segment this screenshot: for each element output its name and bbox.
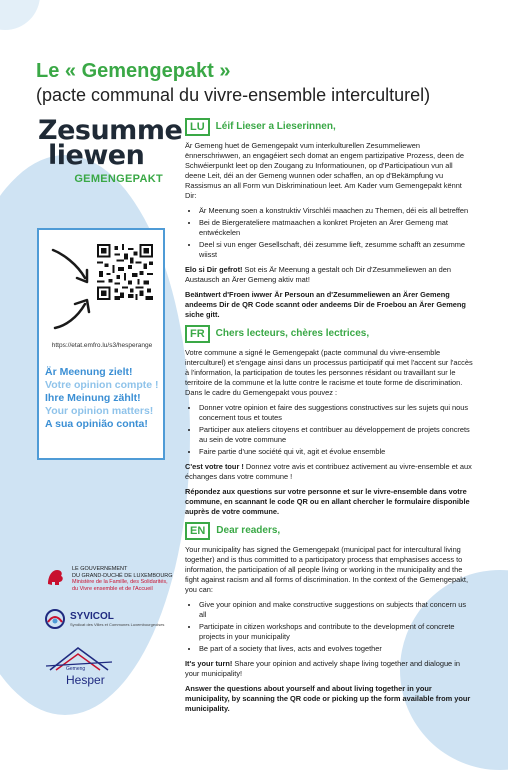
closing-instruction: Answer the questions about yourself and about living together in your municipality, by scanning the QR code or picking up the form available from your municipality.: [185, 684, 471, 713]
call-to-action: [185, 265, 475, 285]
call-to-action-text: Share your opinion and actively shape living together and dialogue in your municipality!: [185, 659, 460, 678]
call-to-action-text: Sot eis Är Meenung a gestalt och Dir d'Zesummeliewen an den Austausch an Ärer Gemeng aktiv mat!: [185, 265, 451, 284]
bullet-list: [185, 600, 475, 654]
list-item: • Participer aux ateliers citoyens et contribuer au développement de projets concrets au sein de votre commune: [199, 425, 475, 445]
list-item: • Bei de Biergerateliere matmaachen a konkret Projeten an Ärer Gemeng mat entwéckelen: [199, 218, 475, 238]
call-to-action-bold: C'est votre tour !: [185, 462, 244, 471]
hesper-name: Hesper: [66, 673, 105, 687]
gov-line: LE GOUVERNEMENT: [72, 566, 128, 572]
section-intro: Your municipality has signed the Gemengepakt (municipal pact for intercultural living together) and is thus committed to a participatory process that emphasises access to information, the participation of all people living or working in the municipality and the fight against racism and all forms of discrimination. In the context of the Gemengepakt, you can:: [185, 545, 469, 594]
section-lu: [185, 118, 475, 320]
list-item: • Deel si vun enger Gesellschaft, déi zesumme lieft, zesumme schafft an zesumme wiisst: [199, 240, 475, 260]
list-item: • Participate in citizen workshops and contribute to the development of concrete projects in your municipality: [199, 622, 475, 642]
list-item: • Be part of a society that lives, acts and evolves together: [199, 644, 475, 654]
gov-line: DU GRAND-DUCHÉ DE LUXEMBOURG: [72, 572, 173, 579]
syvicol-name: SYVICOL: [70, 611, 114, 622]
syvicol-subtitle: Syndicat des Villes et Communes Luxembourgeoises: [70, 622, 165, 627]
opinion-line: Votre opinion compte !: [45, 379, 159, 391]
lion-crest-icon: [44, 566, 66, 588]
opinion-line: Ihre Meinung zählt!: [45, 392, 141, 404]
section-fr: [185, 325, 475, 517]
call-to-action: [185, 462, 475, 482]
page-title: Le « Gemengepakt »: [36, 60, 231, 82]
gov-ministry-line: Ministère de la Famille, des Solidarités,: [72, 579, 168, 585]
list-item: • Donner votre opinion et faire des suggestions constructives sur les sujets qui nous concernent tous et toutes: [199, 403, 475, 423]
opinion-line: A sua opinião conta!: [45, 418, 148, 430]
government-logo: [44, 566, 173, 592]
call-to-action: [185, 659, 475, 679]
content-column: [185, 118, 475, 719]
call-to-action-bold: Elo si Dir gefrot!: [185, 265, 243, 274]
closing-instruction: Beäntwert d'Froen iwwer Är Persoun an d'Zesummeliewen an Ärer Gemeng andeems Dir de QR Code scannt oder andeems Dir de Froebou an Ärer Gemeng siche gitt.: [185, 290, 466, 319]
language-tag-lu: LU: [185, 118, 210, 136]
call-to-action-bold: It's your turn!: [185, 659, 233, 668]
list-item: • Faire partie d'une société qui vit, agit et évolue ensemble: [199, 447, 475, 457]
arrow-icon: [51, 290, 95, 334]
opinion-line: Är Meenung zielt!: [45, 366, 133, 378]
opinion-line: Your opinion matters!: [45, 405, 154, 417]
logo-subtitle: GEMENGEPAKT: [74, 173, 163, 185]
gov-ministry-line: du Vivre ensemble et de l'Accueil: [72, 585, 153, 592]
list-item: • Är Meenung soen a konstruktiv Virschléi maachen zu Themen, déi eis all betreffen: [199, 206, 475, 216]
section-heading: Léif Lieser a Lieserinnen,: [215, 121, 336, 132]
page-subtitle: (pacte communal du vivre-ensemble interculturel): [36, 85, 431, 105]
section-intro: Är Gemeng huet de Gemengepakt vum interkulturellen Zesummeliewen ënnerschriwwen, an engagéiert sech domat an engem partizipative Prozess, deen de Schwéierpunkt leet op den Zougang zu Informatiounen, op d'Participatioun vun all deene Leit, déi an der Gemeng wunnen oder schaffen, an op d'Bekämpfung vu Rassismus an all Form vun Diskriminatioun leet. Am Kader vum Gemengepakt kënnt Dir:: [185, 141, 464, 200]
language-tag-en: EN: [185, 522, 210, 540]
section-header: [185, 325, 475, 343]
language-tag-fr: FR: [185, 325, 210, 343]
qr-code-image[interactable]: [97, 244, 153, 300]
logo-word-liewen: liewen: [48, 140, 145, 171]
arrow-icon: [49, 246, 93, 296]
qr-code-box: [37, 228, 165, 460]
call-to-action-text: Donnez votre avis et contribuez activement au vivre-ensemble et aux échanges dans votre commune !: [185, 462, 472, 481]
section-heading: Dear readers,: [216, 525, 281, 536]
section-heading: Chers lecteurs, chères lectrices,: [215, 328, 370, 339]
section-header: [185, 118, 475, 136]
hesper-gemeng-label: Gemeng: [66, 666, 86, 672]
closing-instruction: Répondez aux questions sur votre personne et sur le vivre-ensemble dans votre commune, en scannant le code QR ou en allant chercher le formulaire disponible auprès de votre commune.: [185, 487, 470, 516]
section-intro: Votre commune a signé le Gemengepakt (pacte communal du vivre-ensemble interculturel) et s'engage ainsi dans un processus participatif qui met l'accent sur l'accès à l'information, la participation de toutes les personnes résidant ou travaillant sur le territoire de la commune et la lutte contre le racisme et toute forme de discrimination. Dans le cadre du Gemengepakt vous pouvez :: [185, 348, 473, 397]
syvicol-logo: [44, 608, 164, 630]
section-header: [185, 522, 475, 540]
bullet-list: [185, 403, 475, 457]
zesumme-liewen-logo: [38, 115, 183, 185]
decor-circle-top-left: [0, 0, 40, 30]
syvicol-emblem-icon: [44, 608, 66, 630]
hesper-logo: [44, 644, 114, 690]
section-en: [185, 522, 475, 714]
survey-url[interactable]: https://etat.emfro.lu/s3/hesperange: [51, 342, 153, 349]
logo-word-zesumme: Zesumme: [38, 115, 183, 146]
bullet-list: [185, 206, 475, 260]
list-item: • Give your opinion and make constructive suggestions on subjects that concern us all: [199, 600, 475, 620]
